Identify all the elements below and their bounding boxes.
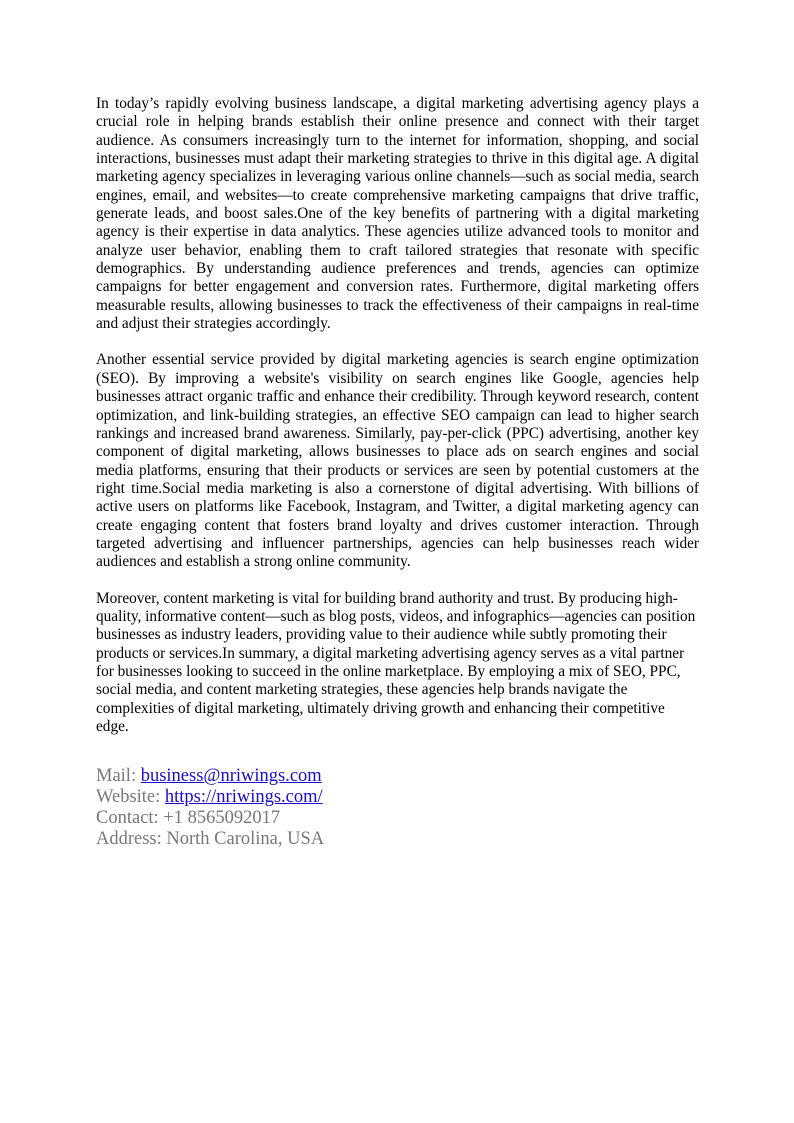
paragraph-seo-ppc-social: Another essential service provided by digital marketing agencies is search engine optimization (SEO). By improving a website's visibility on search engines like Google, agencies help businesses attract organic traffic and enhance their credibility. Through keyword research, content optimization, and link-building strategies, an effective SEO campaign can lead to higher search rankings and increased brand awareness. Similarly, pay-per-click (PPC) advertising, another key component of digital marketing, allows businesses to place ads on search engines and social media platforms, ensuring that their products or services are seen by potential customers at the right time.Social media marketing is also a cornerstone of digital advertising. With billions of active users on platforms like Facebook, Instagram, and Twitter, a digital marketing agency can create engaging content that fosters brand loyalty and drives customer interaction. Through targeted advertising and influencer partnerships, agencies can help businesses reach wider audiences and establish a strong online community. [96, 351, 699, 571]
contact-block [96, 766, 699, 850]
website-line [96, 787, 699, 808]
website-label: Website: [96, 787, 165, 808]
paragraph-intro: In today’s rapidly evolving business landscape, a digital marketing advertising agency plays a crucial role in helping brands establish their online presence and connect with their target audience. As consumers increasingly turn to the internet for information, shopping, and social interactions, businesses must adapt their marketing strategies to thrive in this digital age. A digital marketing agency specializes in leveraging various online channels—such as social media, search engines, email, and websites—to create comprehensive marketing campaigns that drive traffic, generate leads, and boost sales.One of the key benefits of partnering with a digital marketing agency is their expertise in data analytics. These agencies utilize advanced tools to monitor and analyze user behavior, enabling them to craft tailored strategies that resonate with specific demographics. By understanding audience preferences and trends, agencies can optimize campaigns for better engagement and conversion rates. Furthermore, digital marketing offers measurable results, allowing businesses to track the effectiveness of their campaigns in real-time and adjust their strategies accordingly. [96, 95, 699, 333]
document-page [96, 95, 699, 850]
mail-link[interactable]: business@nriwings.com [140, 766, 322, 787]
website-link[interactable]: https://nriwings.com/ [164, 787, 323, 808]
address-line: Address: North Carolina, USA [96, 829, 325, 850]
phone-line: Contact: +1 8565092017 [96, 808, 281, 829]
paragraph-content-summary: Moreover, content marketing is vital for building brand authority and trust. By producing high-quality, informative content—such as blog posts, videos, and infographics—agencies can position businesses as industry leaders, providing value to their audience while subtly promoting their products or services.In summary, a digital marketing advertising agency serves as a vital partner for businesses looking to succeed in the online marketplace. By employing a mix of SEO, PPC, social media, and content marketing strategies, these agencies help brands navigate the complexities of digital marketing, ultimately driving growth and enhancing their competitive edge. [96, 589, 696, 735]
mail-line [96, 766, 699, 787]
mail-label: Mail: [96, 766, 141, 787]
